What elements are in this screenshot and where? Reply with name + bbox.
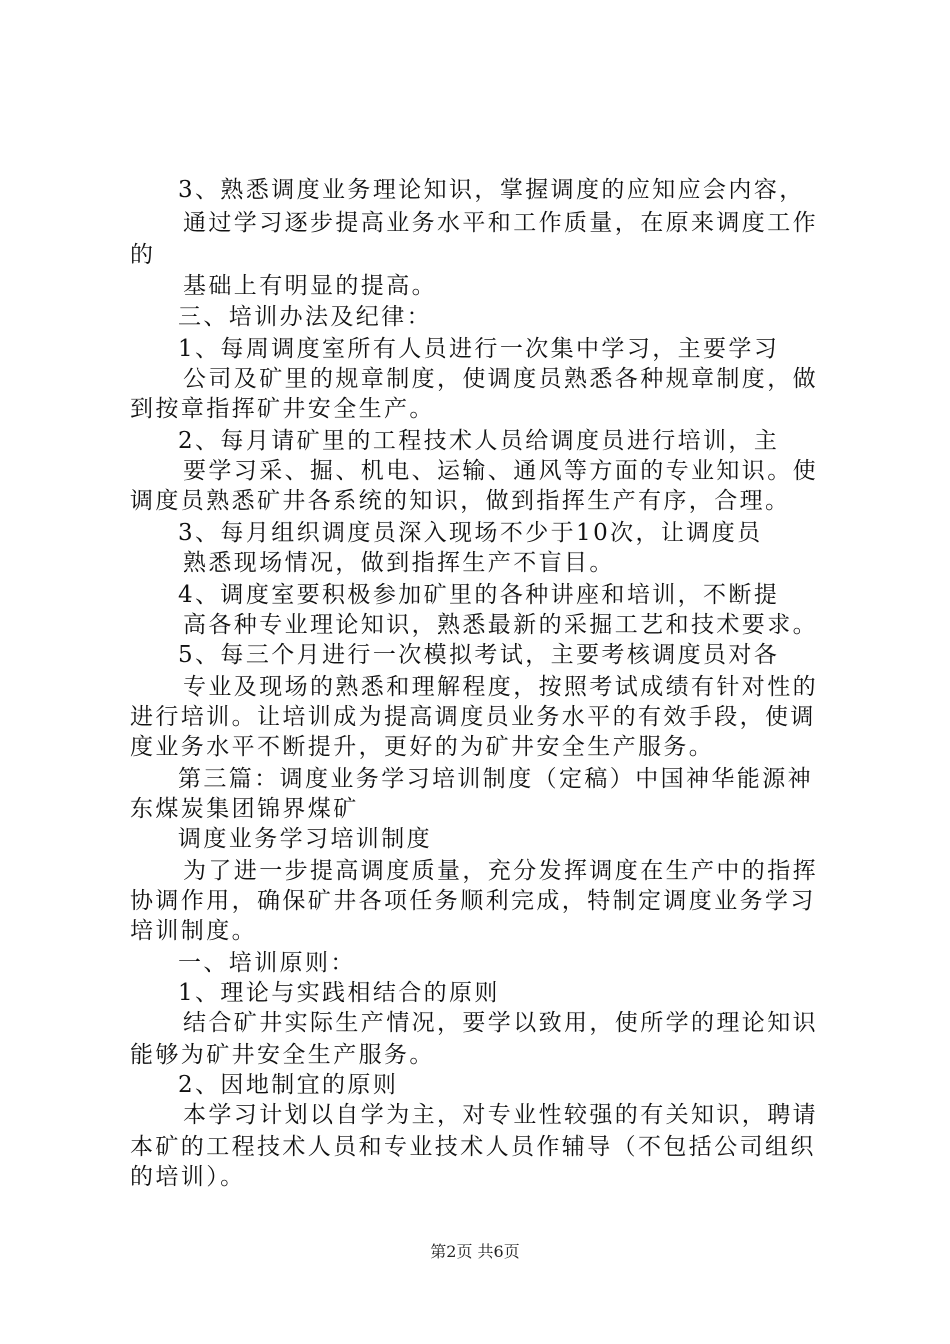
text-line: 三、培训办法及纪律： (178, 304, 432, 330)
text-line: 公司及矿里的规章制度，使调度员熟悉各种规章制度，做 (183, 366, 818, 392)
text-line: 为了进一步提高调度质量，充分发挥调度在生产中的指挥 (183, 858, 818, 884)
text-line: 本学习计划以自学为主，对专业性较强的有关知识，聘请 (183, 1102, 818, 1128)
text-line: 2、因地制宜的原则 (178, 1072, 399, 1098)
text-line: 要学习采、掘、机电、运输、通风等方面的专业知识。使 (183, 458, 818, 484)
text-line: 5、每三个月进行一次模拟考试，主要考核调度员对各 (178, 642, 780, 668)
text-line: 1、每周调度室所有人员进行一次集中学习，主要学习 (178, 336, 780, 362)
text-line: 本矿的工程技术人员和专业技术人员作辅导（不包括公司组织 (130, 1134, 816, 1160)
text-line: 培训制度。 (130, 918, 257, 944)
text-line: 的 (130, 242, 156, 268)
text-line: 3、每月组织调度员深入现场不少于10次，让调度员 (178, 520, 763, 546)
text-line: 结合矿井实际生产情况，要学以致用，使所学的理论知识 (183, 1010, 818, 1036)
text-line: 3、熟悉调度业务理论知识，掌握调度的应知应会内容， (178, 177, 805, 203)
text-line: 基础上有明显的提高。 (183, 273, 437, 299)
text-line: 熟悉现场情况，做到指挥生产不盲目。 (183, 550, 615, 576)
text-line: 能够为矿井安全生产服务。 (130, 1042, 435, 1068)
text-line: 调度业务学习培训制度 (178, 826, 432, 852)
text-line: 1、理论与实践相结合的原则 (178, 980, 500, 1006)
page-footer: 第2页 共6页 (430, 1242, 520, 1261)
text-line: 一、培训原则： (178, 950, 356, 976)
text-line: 到按章指挥矿井安全生产。 (130, 396, 435, 422)
text-line: 度业务水平不断提升，更好的为矿井安全生产服务。 (130, 734, 715, 760)
text-line: 高各种专业理论知识，熟悉最新的采掘工艺和技术要求。 (183, 612, 818, 638)
text-line: 2、每月请矿里的工程技术人员给调度员进行培训，主 (178, 428, 780, 454)
text-line: 协调作用，确保矿井各项任务顺利完成，特制定调度业务学习 (130, 888, 816, 914)
text-line: 调度员熟悉矿井各系统的知识，做到指挥生产有序，合理。 (130, 488, 791, 514)
text-line: 第三篇：调度业务学习培训制度（定稿）中国神华能源神 (178, 766, 813, 792)
text-line: 专业及现场的熟悉和理解程度，按照考试成绩有针对性的 (183, 674, 818, 700)
text-line: 进行培训。让培训成为提高调度员业务水平的有效手段，使调 (130, 704, 816, 730)
text-line: 东煤炭集团锦界煤矿 (130, 796, 359, 822)
text-line: 通过学习逐步提高业务水平和工作质量，在原来调度工作 (183, 210, 818, 236)
text-line: 4、调度室要积极参加矿里的各种讲座和培训，不断提 (178, 582, 780, 608)
text-line: 的培训）。 (130, 1164, 246, 1190)
